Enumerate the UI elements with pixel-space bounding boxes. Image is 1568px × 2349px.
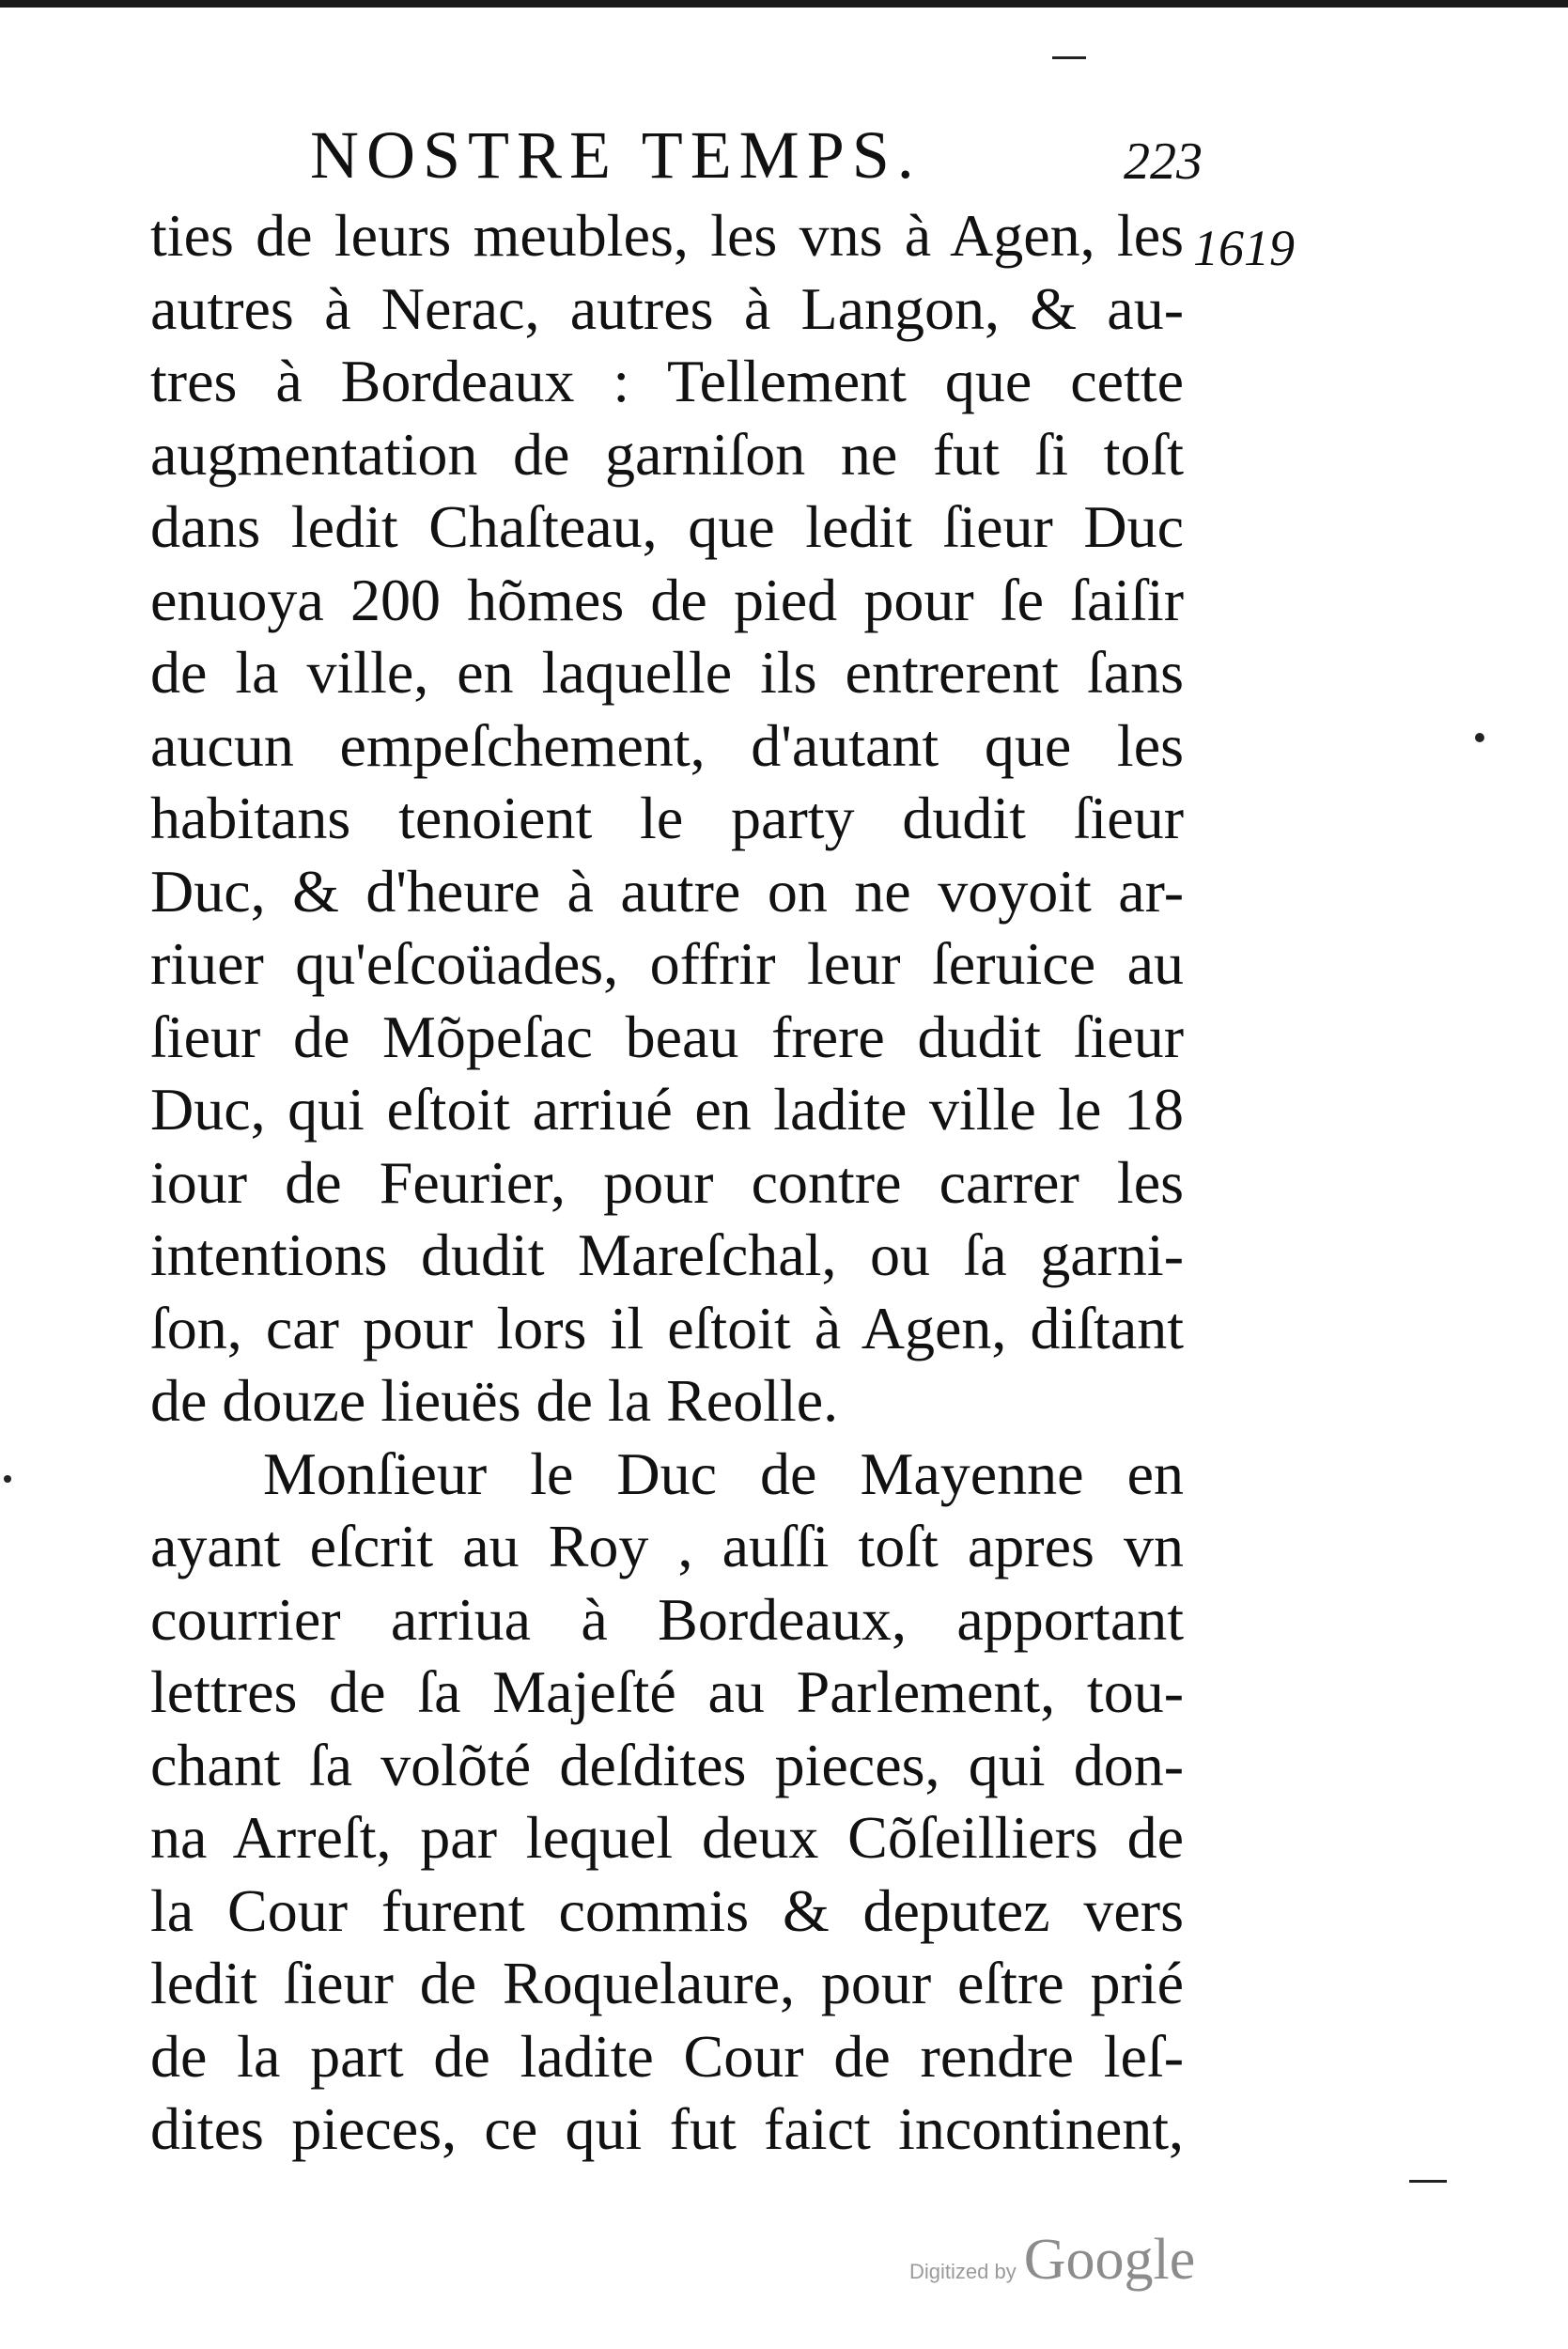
running-head: NOSTRE TEMPS. bbox=[310, 117, 922, 193]
page-number: 223 bbox=[1124, 132, 1203, 191]
text-line: courrier arriua à Bordeaux, apportant bbox=[150, 1585, 1184, 1653]
page-header bbox=[310, 113, 1203, 197]
text-line: lettres de ſa Majeſté au Parlement, tou- bbox=[150, 1658, 1184, 1725]
text-line: ledit ſieur de Roquelaure, pour eſtre prié bbox=[150, 1950, 1184, 2016]
text-line: riuer qu'eſcoüades, offrir leur ſeruice au bbox=[150, 930, 1184, 997]
text-line: intentions dudit Mareſchal, ou ſa garni- bbox=[150, 1221, 1184, 1288]
text-line: na Arreſt, par lequel deux Cõſeilliers de bbox=[150, 1804, 1184, 1871]
text-line: aucun empeſchement, d'autant que les bbox=[150, 711, 1184, 779]
text-line: autres à Nerac, autres à Langon, & au- bbox=[150, 274, 1184, 342]
text-line: habitans tenoient le party dudit ſieur bbox=[150, 785, 1184, 851]
margin-note-year: 1619 bbox=[1193, 220, 1295, 276]
text-line: iour de Feurier, pour contre carrer les bbox=[150, 1148, 1184, 1216]
text-line: dans ledit Chaſteau, que ledit ſieur Duc bbox=[150, 493, 1184, 560]
text-line: Duc, & d'heure à autre on ne voyoit ar- bbox=[150, 857, 1184, 925]
text-line: dites pieces, ce qui fut faict incontinent, bbox=[150, 2095, 1184, 2162]
text-line: de douze lieuës de la Reolle. bbox=[150, 1367, 839, 1434]
digitization-watermark bbox=[909, 2227, 1195, 2294]
text-line: la Cour furent commis & deputez vers bbox=[150, 1876, 1184, 1944]
text-line: augmentation de garniſon ne fut ſi toſt bbox=[150, 420, 1184, 488]
ink-speck bbox=[4, 1475, 11, 1483]
paragraph-start-line: Monſieur le Duc de Mayenne en bbox=[263, 1439, 1184, 1507]
google-logo: Google bbox=[1023, 2228, 1196, 2292]
text-line: ties de leurs meubles, les vns à Agen, les bbox=[150, 202, 1184, 269]
ink-speck bbox=[1475, 733, 1484, 742]
text-line: tres à Bordeaux : Tellement que cette bbox=[150, 348, 1184, 414]
text-line: ayant eſcrit au Roy , auſſi toſt apres vn bbox=[150, 1513, 1184, 1579]
text-line: Duc, qui eſtoit arriué en ladite ville le 18 bbox=[150, 1076, 1184, 1143]
ink-speck bbox=[1409, 2180, 1447, 2183]
text-line: ſieur de Mõpeſac beau frere dudit ſieur bbox=[150, 1003, 1184, 1070]
text-line: de la ville, en laquelle ils entrerent ſans bbox=[150, 639, 1184, 706]
text-line: ſon, car pour lors il eſtoit à Agen, diſtant bbox=[150, 1294, 1184, 1361]
body-text bbox=[150, 199, 1184, 2166]
text-line: de la part de ladite Cour de rendre leſ- bbox=[150, 2022, 1184, 2090]
ink-speck bbox=[1052, 56, 1086, 59]
watermark-prefix: Digitized by bbox=[909, 2260, 1017, 2283]
text-line: chant ſa volõté deſdites pieces, qui don- bbox=[150, 1731, 1184, 1798]
page-top-edge bbox=[0, 0, 1568, 8]
text-line: enuoya 200 hõmes de pied pour ſe ſaiſir bbox=[150, 566, 1184, 633]
